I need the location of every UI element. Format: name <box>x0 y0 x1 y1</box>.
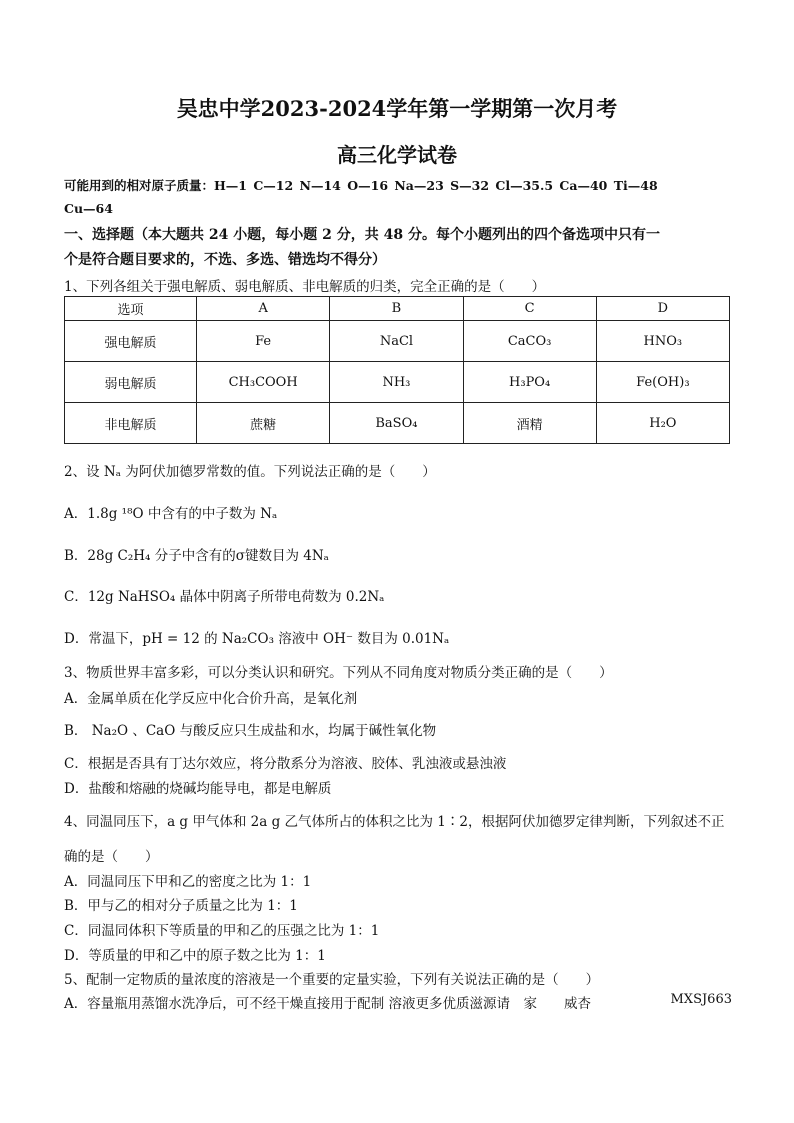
question-2-stem: 2、设 Nₐ 为阿伏加德罗常数的值。下列说法正确的是（ ） <box>64 464 436 480</box>
exam-title: 吴忠中学2023-2024学年第一学期第一次月考 <box>176 96 618 121</box>
table-cell: CH₃COOH <box>196 362 329 403</box>
table-header-cell: 选项 <box>65 297 197 321</box>
table-cell: Fe(OH)₃ <box>596 362 729 403</box>
question-4-option: B．甲与乙的相对分子质量之比为 1：1 <box>64 898 298 914</box>
electrolyte-table <box>64 296 730 444</box>
table-cell: Fe <box>196 321 329 362</box>
question-1-stem: 1、下列各组关于强电解质、弱电解质、非电解质的归类，完全正确的是（ ） <box>64 279 546 295</box>
table-cell: 酒精 <box>463 403 596 444</box>
question-2-option: B．28g C₂H₄ 分子中含有的σ键数目为 4Nₐ <box>64 548 329 564</box>
table-row <box>65 403 730 444</box>
atomic-masses-line: 可能用到的相对原子质量：H—1 C—12 N—14 O—16 Na—23 S—32 Cl—35.5 Ca—40 Ti—48 <box>64 178 658 193</box>
table-cell: 强电解质 <box>65 321 197 362</box>
table-header-cell: B <box>330 297 463 321</box>
question-4-option: D．等质量的甲和乙中的原子数之比为 1：1 <box>64 948 326 964</box>
question-5-stem: 5、配制一定物质的量浓度的溶液是一个重要的定量实验，下列有关说法正确的是（ ） <box>64 972 600 988</box>
question-5-option-a <box>64 992 732 1012</box>
question-3-option: D．盐酸和熔融的烧碱均能导电，都是电解质 <box>64 781 332 797</box>
section-heading: 一、选择题（本大题共 24 小题，每小题 2 分，共 48 分。每个小题列出的四个备选项中只有一 <box>64 227 660 243</box>
table-cell: 弱电解质 <box>65 362 197 403</box>
table-cell: H₂O <box>596 403 729 444</box>
table-row <box>65 362 730 403</box>
table-header-cell: D <box>596 297 729 321</box>
question-2-option: D．常温下，pH = 12 的 Na₂CO₃ 溶液中 OH⁻ 数目为 0.01Nₐ <box>64 631 450 647</box>
table-row <box>65 321 730 362</box>
table-header-row <box>65 297 730 321</box>
atomic-masses-line-2: Cu—64 <box>64 201 113 216</box>
table-cell: BaSO₄ <box>330 403 463 444</box>
section-heading-2: 个是符合题目要求的，不选、多选、错选均不得分） <box>64 252 386 268</box>
table-cell: NaCl <box>330 321 463 362</box>
table-cell: CaCO₃ <box>463 321 596 362</box>
table-cell: H₃PO₄ <box>463 362 596 403</box>
table-cell: 蔗糖 <box>196 403 329 444</box>
exam-subtitle: 高三化学试卷 <box>337 143 457 167</box>
table-cell: HNO₃ <box>596 321 729 362</box>
table-cell: 非电解质 <box>65 403 197 444</box>
question-3-option: B． Na₂O 、CaO 与酸反应只生成盐和水，均属于碱性氧化物 <box>64 723 437 739</box>
question-4-option: A．同温同压下甲和乙的密度之比为 1：1 <box>64 874 312 890</box>
table-cell: NH₃ <box>330 362 463 403</box>
question-2-option: A．1.8g ¹⁸O 中含有的中子数为 Nₐ <box>64 506 278 522</box>
question-5-option-a-text: A．容量瓶用蒸馏水洗净后，可不经干燥直接用于配制 溶液更多优质滋源请 家 威杏 <box>64 996 592 1012</box>
question-3-stem: 3、物质世界丰富多彩，可以分类认识和研究。下列从不同角度对物质分类正确的是（ ） <box>64 665 613 681</box>
question-3-option: C．根据是否具有丁达尔效应，将分散系分为溶液、胶体、乳浊液或悬浊液 <box>64 756 507 772</box>
watermark-code: MXSJ663 <box>670 992 732 1007</box>
question-4-stem-2: 确的是（ ） <box>64 849 159 865</box>
table-header-cell: A <box>196 297 329 321</box>
question-4-option: C．同温同体积下等质量的甲和乙的压强之比为 1：1 <box>64 923 380 939</box>
question-2-option: C．12g NaHSO₄ 晶体中阴离子所带电荷数为 0.2Nₐ <box>64 589 385 605</box>
table-header-cell: C <box>463 297 596 321</box>
question-4-stem: 4、同温同压下，a g 甲气体和 2a g 乙气体所占的体积之比为 1∶2，根据阿伏加德罗定律判断，下列叙述不正 <box>64 814 725 830</box>
question-3-option: A．金属单质在化学反应中化合价升高，是氧化剂 <box>64 691 358 707</box>
